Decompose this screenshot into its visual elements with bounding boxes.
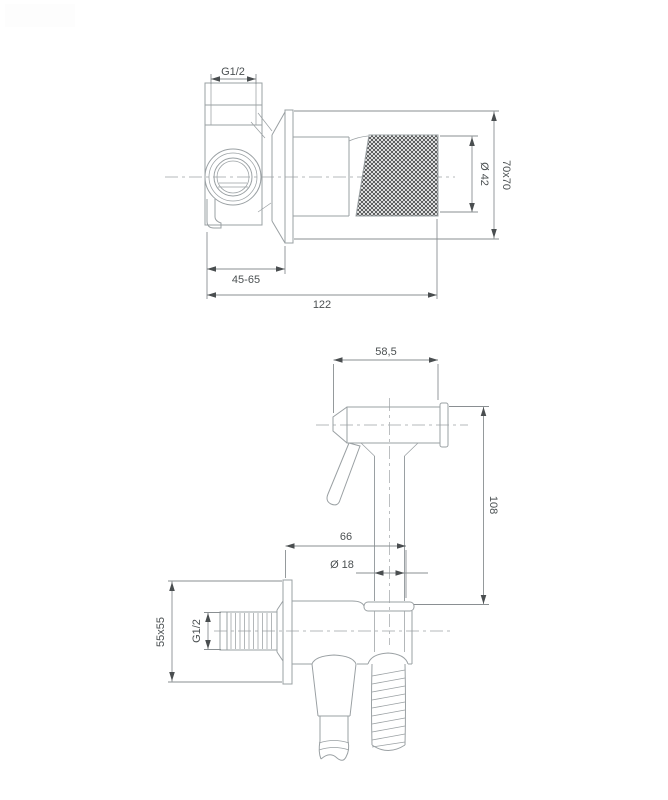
valve-bottom-bracket [207, 199, 221, 228]
dim-label-height: 108 [487, 495, 499, 515]
dimension-handle-diameter-top [440, 136, 490, 212]
knurled-handle [356, 135, 438, 216]
dimension-total-length [207, 219, 437, 311]
trigger-lever [327, 443, 360, 505]
dimension-handle-diameter-bottom [330, 559, 428, 576]
dim-label-total-length: 122 [312, 299, 332, 311]
valve-handle-slot [218, 183, 248, 187]
holder-ring [364, 602, 414, 611]
wall-plate-bottom-view [283, 580, 292, 684]
dim-label-handle-diameter-bottom: Ø 18 [330, 559, 354, 571]
dimension-plate-size-bottom [155, 581, 282, 682]
dim-label-plate-size-bottom: 55x55 [155, 617, 167, 647]
dimension-height [414, 407, 499, 605]
valve-outlet-stub-bottom [258, 203, 271, 212]
sprayer-head [327, 403, 448, 505]
dim-label-handle-diameter-top: Ø 42 [478, 162, 490, 186]
bottom-view-handshower [155, 346, 499, 760]
dimension-thread-top [211, 66, 256, 84]
handle-neck [293, 136, 368, 216]
top-view-valve [165, 66, 512, 311]
wall-plate-top-view [285, 110, 293, 243]
dim-label-wall-offset: 66 [339, 531, 353, 543]
valve-body [205, 83, 272, 228]
hose-spiral [368, 653, 408, 751]
escutcheon-cone [272, 112, 285, 243]
dim-label-plate-size-top: 70x70 [500, 160, 512, 190]
dim-label-thread-bottom: G1/2 [191, 619, 203, 643]
dimension-depth-range [207, 232, 285, 299]
hose-outlet-cone [312, 655, 356, 760]
dim-label-thread-top: G1/2 [221, 66, 245, 78]
dim-label-depth-range: 45-65 [231, 274, 261, 286]
dim-label-head-length: 58,5 [375, 346, 397, 358]
dimension-head-length [334, 346, 439, 413]
